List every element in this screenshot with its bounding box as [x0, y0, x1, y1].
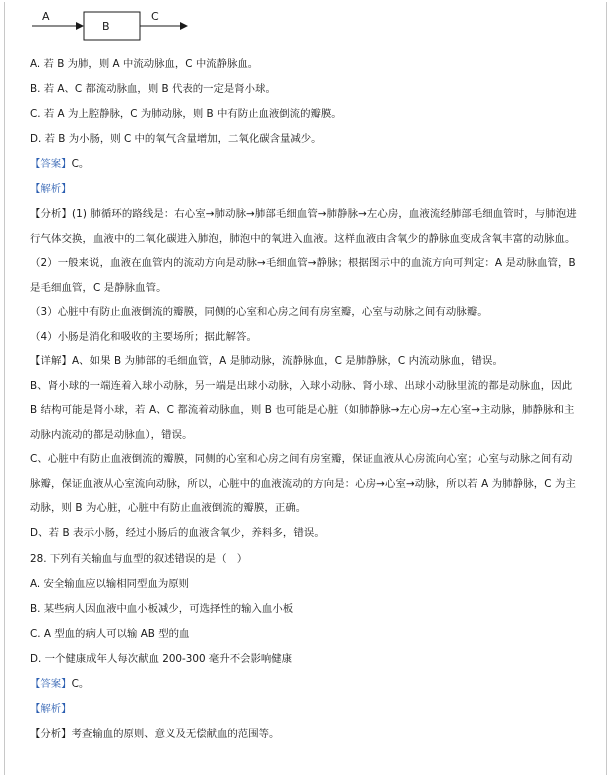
- flow-diagram-graphic: [30, 6, 230, 46]
- diagram-label-c: C: [151, 10, 159, 23]
- option-c: C. 若 A 为上腔静脉，C 为肺动脉，则 B 中有防止血液倒流的瓣膜。: [30, 108, 342, 120]
- box-b: [84, 12, 140, 40]
- question-28-option-d: D. 一个健康成年人每次献血 200-300 毫升不会影响健康: [30, 653, 293, 665]
- analysis-tag: [30, 183, 582, 196]
- question-28-answer-value: C。: [71, 678, 90, 690]
- option-b: B. 若 A、C 都流动脉血，则 B 代表的一定是肾小球。: [30, 83, 276, 95]
- paragraph-analysis-1: 【分析】(1) 肺循环的路线是：右心室→肺动脉→肺部毛细血管→肺静脉→左心房，血液流经肺部毛细血管时，与肺泡进行气体交换，血液中的二氧化碳进入肺泡，肺泡中的氧进入血液。这样血液由含氧少的静脉血变成含氧丰富的动脉血。: [30, 208, 577, 245]
- analysis-tag-text: 【解析】: [30, 183, 72, 195]
- paragraph-analysis-2: （2）一般来说，血液在血管内的流动方向是动脉→毛细血管→静脉；根据图示中的血流方向可判定：A 是动脉血管，B 是毛细血管，C 是静脉血管。: [30, 257, 576, 294]
- paragraph-detail-d: D、若 B 表示小肠，经过小肠后的血液含氧少，养料多，错误。: [30, 526, 325, 539]
- paragraph-analysis-4: （4）小肠是消化和吸收的主要场所；据此解答。: [30, 330, 258, 343]
- diagram-label-b: B: [102, 20, 110, 33]
- arrow-c-head: [180, 22, 188, 30]
- question-28-option-a: A. 安全输血应以输相同型血为原则: [30, 578, 189, 590]
- question-28-analysis-tag: [30, 703, 582, 716]
- paragraph-analysis-3: （3）心脏中有防止血液倒流的瓣膜，同侧的心室和心房之间有房室瓣，心室与动脉之间有动脉瓣。: [30, 306, 488, 318]
- document-body: [30, 46, 582, 741]
- question-28-answer-tag: 【答案】: [30, 678, 72, 690]
- question-28-option-c: C. A 型血的病人可以输 AB 型的血: [30, 628, 190, 640]
- diagram-label-a: A: [42, 10, 50, 23]
- option-d: D. 若 B 为小肠，则 C 中的氧气含量增加，二氧化碳含量减少。: [30, 133, 322, 145]
- answer-line: [30, 158, 582, 171]
- paragraph-detail-b: B、肾小球的一端连着入球小动脉，另一端是出球小动脉，入球小动脉、肾小球、出球小动脉里流的都是动脉血，因此 B 结构可能是肾小球，若 A、C 都流着动脉血，则 B 也可能是心脏（如肺静脉→左心房→左心室→主动脉，肺静脉和主动脉内流动的都是动脉血），错误。: [30, 379, 575, 441]
- flow-diagram: [30, 6, 230, 46]
- paragraph-detail-a: 【详解】A、如果 B 为肺部的毛细血管，A 是肺动脉，流静脉血，C 是肺静脉，C 内流动脉血，错误。: [30, 355, 503, 367]
- option-a: A. 若 B 为肺，则 A 中流动脉血，C 中流静脉血。: [30, 58, 259, 70]
- question-28-analysis-first: 【分析】考查输血的原则、意义及无偿献血的范围等。: [30, 728, 280, 740]
- answer-value: C。: [71, 158, 90, 170]
- question-28-stem: 28. 下列有关输血与血型的叙述错误的是（ ）: [30, 553, 248, 565]
- question-28-option-b: B. 某些病人因血液中血小板减少，可选择性的输入血小板: [30, 603, 294, 615]
- paragraph-detail-c: C、心脏中有防止血液倒流的瓣膜，同侧的心室和心房之间有房室瓣，保证血液从心房流向心室；心室与动脉之间有动脉瓣，保证血液从心室流向动脉，所以，心脏中的血液流动的方向是：心房→心室→动脉，所以若 A 为肺静脉，C 为主动脉，则 B 为心脏，心脏中有防止血液倒流的瓣膜，正确。: [30, 453, 576, 514]
- question-28-analysis-tag-text: 【解析】: [30, 703, 72, 715]
- answer-tag: 【答案】: [30, 158, 72, 170]
- question-28-answer-line: [30, 678, 582, 691]
- arrow-a-head: [76, 22, 84, 30]
